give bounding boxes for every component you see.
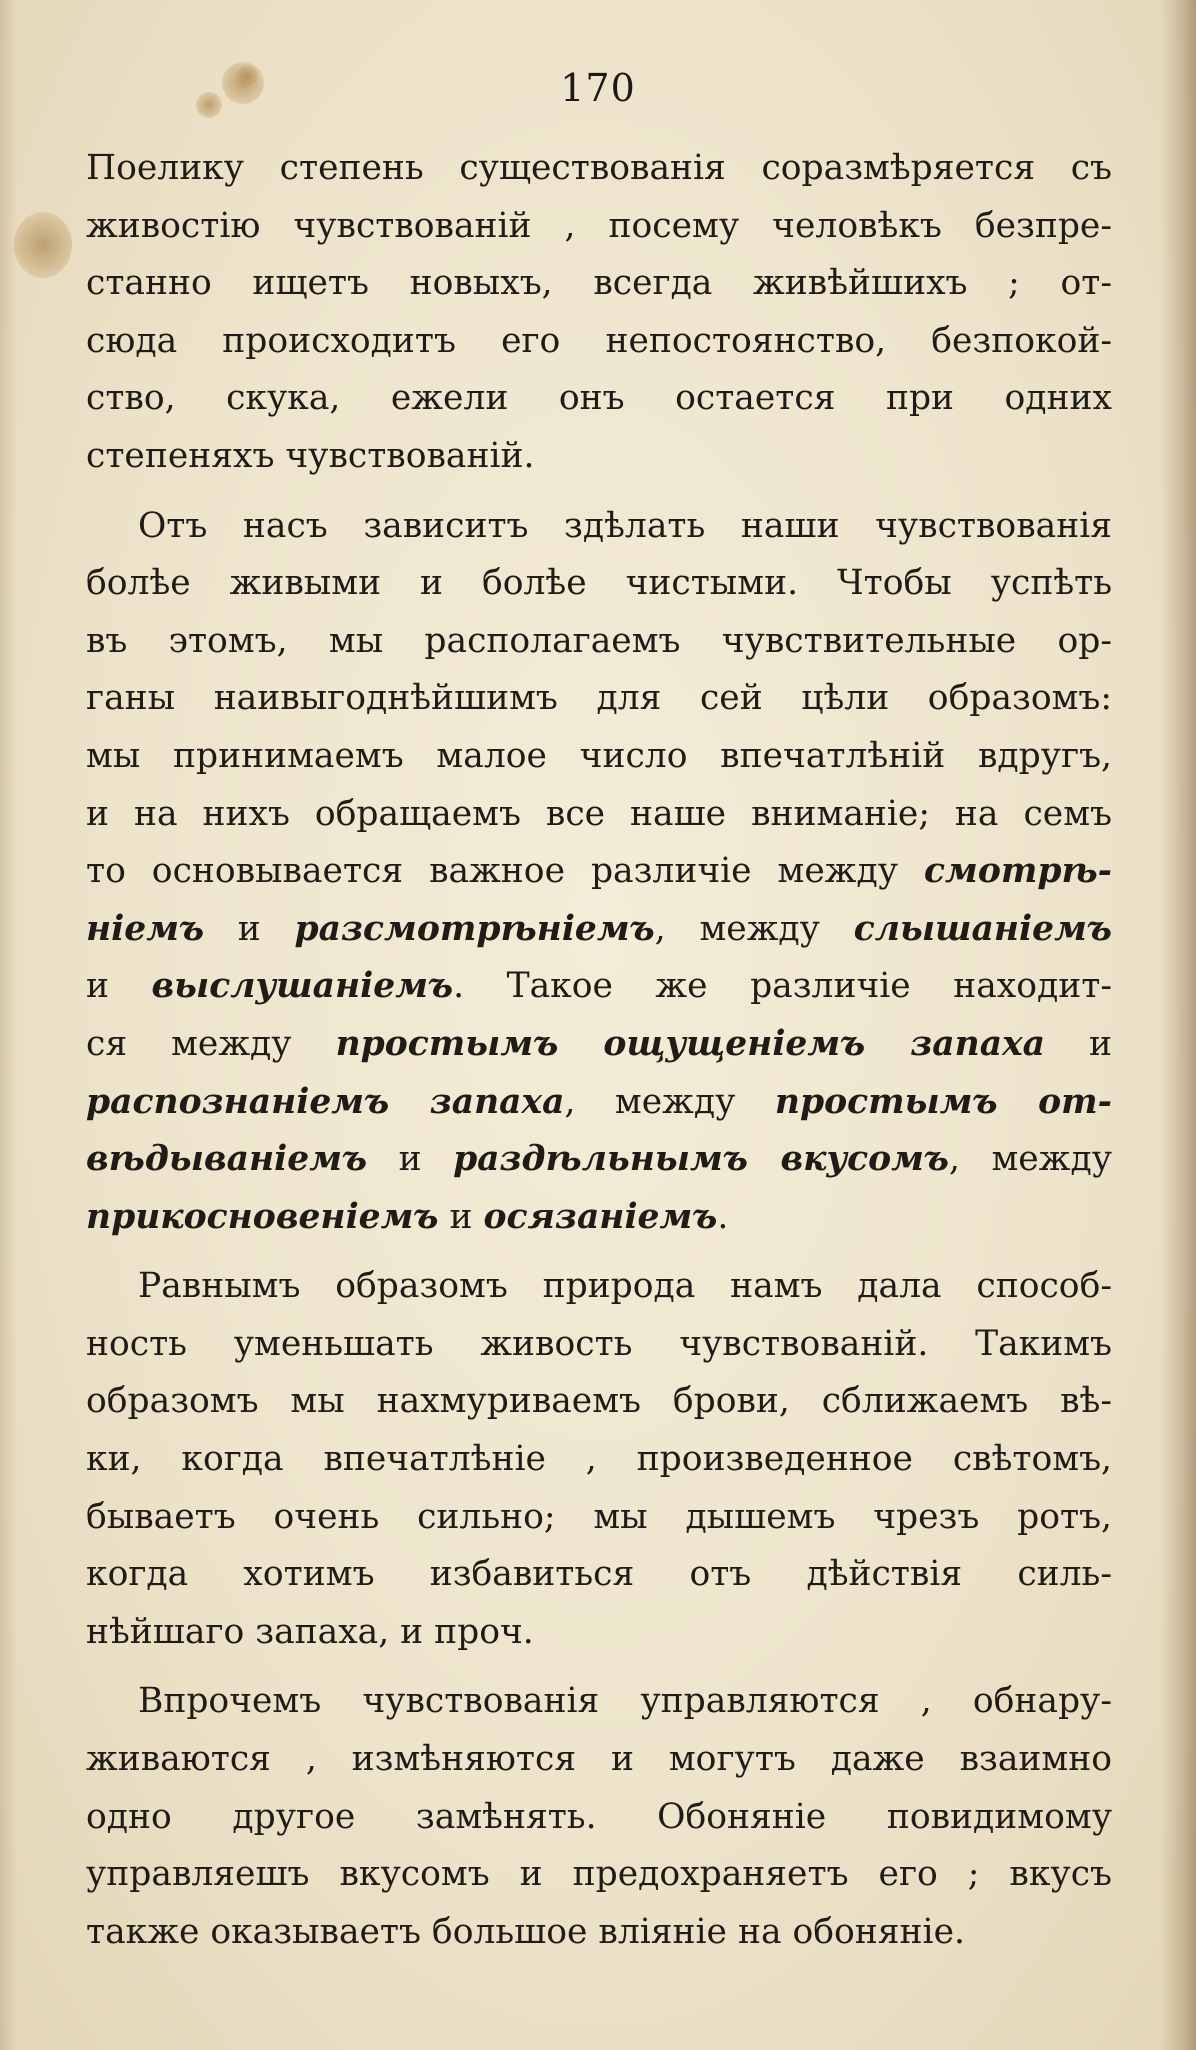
text-line: степеняхъ чувствованій. [86,435,535,476]
emphasized-term: вѣдываніемъ [86,1139,368,1180]
emphasized-term: слышаніемъ [853,908,1112,949]
text-line: и выслушаніемъ. Такое же различіе находит- [86,966,1112,1007]
text-line: Впрочемъ чувствованія управляются , обнару- [138,1681,1112,1722]
text-line: и на нихъ обращаемъ все наше вниманіе; на семъ [86,793,1112,834]
text-line: ность уменьшать живость чувствованій. Такимъ [86,1323,1112,1364]
text-line: управляешъ вкусомъ и предохраняетъ его ; вкусъ [86,1854,1112,1895]
text-line: въ этомъ, мы располагаемъ чувствительные ор- [86,620,1112,661]
text-line: станно ищетъ новыхъ, всегда живѣйшихъ ; от- [86,263,1112,304]
foxing-stain [14,212,72,278]
emphasized-term: прикосновеніемъ [86,1196,439,1237]
text-line: Отъ насъ зависитъ здѣлать наши чувствованія [138,505,1112,546]
emphasized-term: смотрѣ- [924,851,1112,892]
emphasized-term: осязаніемъ [483,1196,718,1237]
paragraph-2 [86,498,1112,1247]
emphasized-term: простымъ ощущеніемъ запаха [335,1023,1046,1064]
text-line: прикосновеніемъ и осязаніемъ. [86,1196,729,1237]
text-line: мы принимаемъ малое число впечатлѣній вдругъ, [86,735,1112,776]
text-line: также оказываетъ большое вліяніе на обоняніе. [86,1911,965,1952]
emphasized-term: простымъ от- [774,1081,1112,1122]
text-line: распознаніемъ запаха, между простымъ от- [86,1081,1112,1122]
text-line: вѣдываніемъ и раздѣльнымъ вкусомъ, между [86,1139,1112,1180]
text-line: ство, скука, ежели онъ остается при одних [86,378,1112,419]
text-line: ки, когда впечатлѣніе , произведенное свѣтомъ, [86,1439,1112,1480]
emphasized-term: раздѣльнымъ вкусомъ [453,1139,949,1180]
paragraph-4 [86,1673,1112,1961]
emphasized-term: разсмотрѣніемъ [294,908,655,949]
text-line: когда хотимъ избавиться отъ дѣйствія силь- [86,1554,1112,1595]
text-line: ганы наивыгоднѣйшимъ для сей цѣли образомъ: [86,678,1112,719]
text-line: нѣйшаго запаха, и проч. [86,1611,534,1652]
text-line: ся между простымъ ощущеніемъ запаха и [86,1023,1113,1064]
text-line: ніемъ и разсмотрѣніемъ, между слышаніемъ [86,908,1112,949]
text-line: живаются , измѣняются и могутъ даже взаимно [86,1739,1112,1780]
paragraph-1 [86,140,1112,486]
page-right-edge [1160,0,1196,2050]
emphasized-term: распознаніемъ запаха [86,1081,565,1122]
page-left-shadow [0,0,18,2050]
text-line: образомъ мы нахмуриваемъ брови, сближаемъ вѣ- [86,1381,1112,1422]
body-text [86,140,1112,1961]
text-line: Поелику степень существованія соразмѣряется съ [86,148,1112,188]
text-line: живостію чувствованій , посему человѣкъ безпре- [86,205,1112,246]
text-line: болѣе живыми и болѣе чистыми. Чтобы успѣть [86,563,1112,604]
text-line: бываетъ очень сильно; мы дышемъ чрезъ ротъ, [86,1496,1112,1537]
text-line: одно другое замѣнять. Обоняніе повидимому [86,1796,1112,1837]
text-line: Равнымъ образомъ природа намъ дала способ- [138,1266,1112,1307]
page-number: 170 [560,66,636,110]
emphasized-term: ніемъ [86,908,205,949]
emphasized-term: выслушаніемъ [151,966,454,1007]
text-line: то основывается важное различіе между смотрѣ- [86,851,1112,892]
text-line: сюда происходитъ его непостоянство, безпокой- [86,320,1112,361]
paragraph-3 [86,1258,1112,1661]
